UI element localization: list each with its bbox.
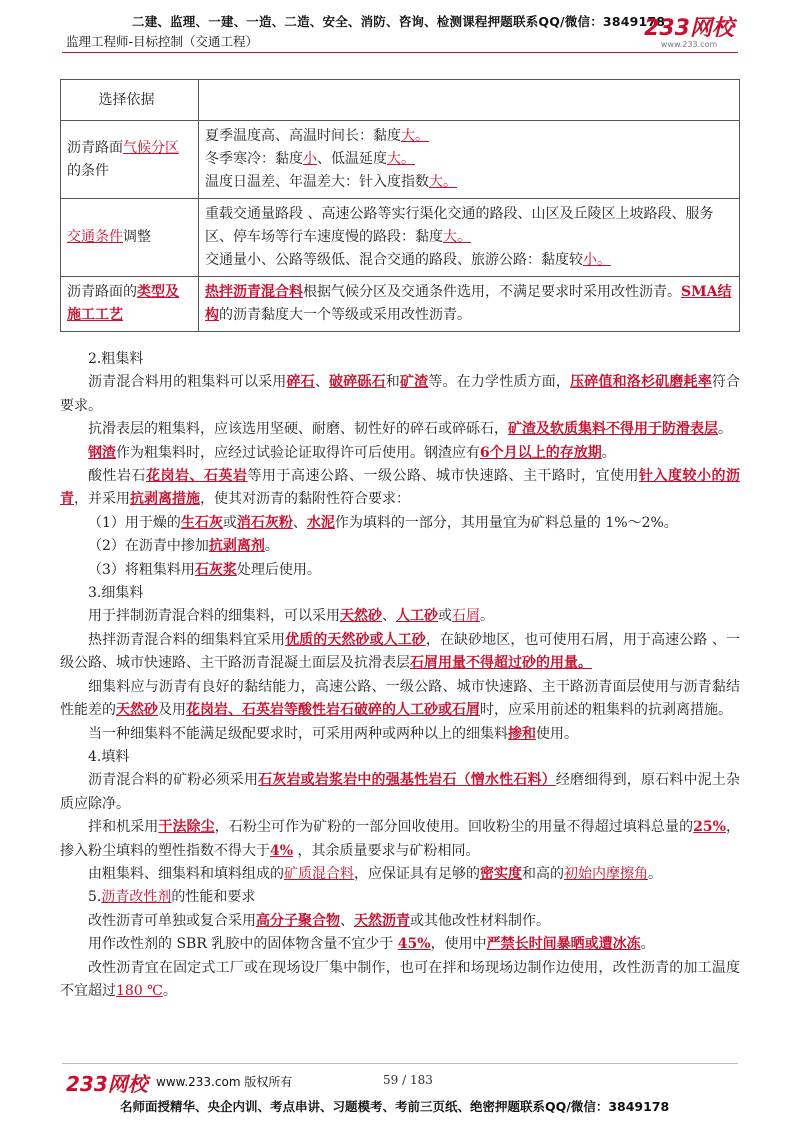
text-run: 温度日温差、年温差大：针入度指数 <box>205 174 429 190</box>
text-run: 改性沥青宜在固定式工厂或在现场设厂集中制作，也可在拌和场现场边制作边使用，改性沥青的加工温度不宜超过 <box>60 959 740 999</box>
text-run: 、低温延度 <box>317 151 387 167</box>
key-term: 石屑 <box>452 608 480 625</box>
section-heading: 4.填料 <box>88 748 130 765</box>
paragraph <box>60 371 740 418</box>
text-run: ，使其对沥青的黏附性符合要求： <box>200 491 410 508</box>
paragraph <box>60 629 740 676</box>
text-run: 当一种细集料不能满足级配要求时，可采用两种或两种以上的细集料 <box>88 725 508 742</box>
footer-site: www.233.com 版权所有 <box>156 1075 293 1089</box>
table-cell-rule <box>199 277 740 332</box>
table-cell-basis <box>61 121 199 199</box>
text-run: 等。在力学性质方面， <box>428 374 571 391</box>
paragraph <box>60 723 740 746</box>
key-term: 花岗岩、石英岩 <box>146 468 248 485</box>
key-term: 180 ℃ <box>116 982 163 999</box>
text-run: 、 <box>292 514 307 531</box>
text-run: 时，应采用前述的粗集料的抗剥离措施。 <box>480 702 732 719</box>
page-number: 59 / 183 <box>383 1073 433 1087</box>
paragraph <box>60 676 740 723</box>
text-run: 5. <box>88 889 102 906</box>
table-row <box>61 277 740 332</box>
key-term: 大。 <box>401 128 429 144</box>
text-run: 符合要求。 <box>60 374 741 414</box>
text-run: ，并采用 <box>74 491 130 508</box>
key-term: 水泥 <box>306 514 335 531</box>
key-term: 沥青改性剂 <box>101 889 172 906</box>
table-row <box>61 199 740 277</box>
text-run: 热拌沥青混合料的细集料宜采用 <box>88 631 286 648</box>
key-term: 45% <box>397 936 431 953</box>
paragraph <box>60 512 740 535</box>
footer-logo: 233网校 <box>66 1072 148 1096</box>
key-term: 掺和 <box>508 725 536 742</box>
text-run: 。 <box>601 444 616 461</box>
table-row <box>61 121 740 199</box>
text-run: 或其他改性材料制作。 <box>410 912 550 929</box>
paragraph <box>60 442 740 465</box>
text-run: 。 <box>264 538 279 555</box>
text-run: 沥青混合料用的粗集料可以采用 <box>88 374 287 391</box>
table-header-cell-empty <box>199 80 740 121</box>
rule-line <box>205 171 733 194</box>
text-run: 等用于高速公路、一级公路、城市快速路、主干路时，宜使用 <box>247 468 639 485</box>
key-term: 石灰岩或岩浆岩中的强基性岩石（憎水性石料） <box>258 772 556 789</box>
rule-line <box>205 249 733 272</box>
logo-text: 233网校 <box>644 16 734 41</box>
paragraph <box>60 910 740 933</box>
text-run: 冬季寒冷：黏度 <box>205 151 303 167</box>
key-term: 小。 <box>583 252 611 268</box>
key-term: SMA结构 <box>205 284 732 323</box>
cell-text: 调整 <box>123 229 151 245</box>
document-body <box>60 348 740 1003</box>
text-run: 酸性岩石 <box>88 468 146 485</box>
key-term: 钢渣 <box>88 444 116 461</box>
table-header-cell: 选择依据 <box>61 80 199 121</box>
text-run: 重载交通量路段 、高速公路等实行渠化交通的路段、山区及丘陵区上坡路段、服务区、停车场等行车速度慢的路段：黏度 <box>205 206 714 245</box>
key-term: 天然砂 <box>340 608 382 625</box>
key-term: 花岗岩、石英岩等酸性岩石破碎的人工砂或石屑 <box>186 702 480 719</box>
text-run: 使用。 <box>536 725 578 742</box>
text-run: 拌和机采用 <box>88 819 159 836</box>
text-run: ，在缺砂地区，也可使用石屑，用于高速公路 、一级公路、城市快速路、主干路沥青混凝土面层及抗滑表层 <box>60 631 741 672</box>
key-term: 4% <box>270 842 294 859</box>
text-run: 的性能和要求 <box>171 889 256 906</box>
text-run: （3）将粗集料用 <box>88 561 195 578</box>
text-run: 作为填料的一部分，其用量宜为矿料总量的 1%～2%。 <box>334 514 678 531</box>
key-term: 消石灰粉 <box>236 514 293 531</box>
key-term: 优质的天然砂或人工砂 <box>285 631 426 648</box>
text-run: 夏季温度高、高温时间长：黏度 <box>205 128 401 144</box>
key-term: 热拌沥青混合料 <box>205 284 303 300</box>
section-heading: 3.细集料 <box>88 585 144 602</box>
text-run: ，石粉尘可作为矿粉的一部分回收使用。回收粉尘的用量不得超过填料总量的 <box>214 819 694 836</box>
rule-line <box>205 125 733 148</box>
paragraph <box>60 605 740 628</box>
paragraph <box>60 559 740 582</box>
key-term: 石屑用量不得超过砂的用量。 <box>410 655 592 672</box>
rule-line <box>205 203 733 249</box>
logo-url: www.233.com <box>660 40 718 49</box>
key-term: 高分子聚合物 <box>256 912 340 929</box>
document-subtitle: 监理工程师-目标控制（交通工程） <box>66 34 259 49</box>
key-term: 压碎值和洛杉矶磨耗率 <box>570 374 712 391</box>
key-term: 抗剥离剂 <box>208 538 265 555</box>
text-run: （2）在沥青中掺加 <box>88 538 209 555</box>
table-cell-rule <box>199 121 740 199</box>
text-run: 、 <box>382 608 396 625</box>
footer-divider <box>62 1063 738 1064</box>
cell-text: 的条件 <box>67 162 109 179</box>
cell-text: 沥青路面 <box>67 139 123 156</box>
key-term: 25% <box>693 819 726 836</box>
text-run: 。 <box>162 982 177 999</box>
header-contact-line: 二建、监理、一建、一造、二造、安全、消防、咨询、检测课程押题联系QQ/微信：3849178 <box>132 14 666 29</box>
key-term: 天然沥青 <box>354 912 410 929</box>
key-term: 石灰浆 <box>194 561 237 578</box>
key-term: 小 <box>303 151 317 167</box>
cell-key-term: 气候分区 <box>123 139 179 156</box>
text-run: 处理后使用。 <box>236 561 321 578</box>
text-run: 用于拌制沥青混合料的细集料，可以采用 <box>88 608 340 625</box>
paragraph <box>60 933 740 956</box>
text-run: 沥青混合料的矿粉必须采用 <box>88 772 259 789</box>
rule-line <box>205 148 733 171</box>
text-run: 改性沥青可单独或复合采用 <box>88 912 256 929</box>
text-run: 、 <box>340 912 354 929</box>
key-term: 抗剥离措施 <box>130 491 200 508</box>
key-term: 大。 <box>387 151 415 167</box>
text-run: 经磨细得到，原石料中泥土杂质应除净。 <box>60 772 741 812</box>
text-run: 用作改性剂的 SBR 乳胶中的固体物含量不宜少于 <box>88 936 398 953</box>
key-term: 严禁长时间暴晒或遭冰冻 <box>486 936 641 953</box>
text-run: 及用 <box>158 702 186 719</box>
key-term: 矿渣及软质集料不得用于防滑表层 <box>508 421 718 438</box>
key-term: 生石灰 <box>180 514 223 531</box>
key-term: 矿渣 <box>399 374 429 391</box>
text-run: 。 <box>648 865 662 882</box>
cell-key-term: 类型及施工工艺 <box>67 284 179 323</box>
paragraph <box>60 957 740 1004</box>
paragraph <box>60 769 740 816</box>
text-run: 交通量小、公路等级低、混合交通的路段、旅游公路：黏度较 <box>205 252 583 268</box>
text-run: 抗滑表层的粗集料，应该选用坚硬、耐磨、韧性好的碎石或碎砾石， <box>88 421 508 438</box>
key-term: 碎石 <box>286 374 315 391</box>
key-term: 初始内摩擦角 <box>564 865 648 882</box>
text-run: 、 <box>314 374 330 391</box>
key-term: 针入度较小的沥青 <box>60 468 740 508</box>
paragraph <box>60 816 740 863</box>
text-run: 的沥青黏度大一个等级或采用改性沥青。 <box>219 307 471 323</box>
cell-text: 沥青路面的 <box>67 284 137 300</box>
paragraph <box>60 535 740 558</box>
key-term: 大。 <box>429 174 457 190</box>
text-run: 细集料应与沥青有良好的黏结能力，高速公路、一级公路、城市快速路、主干路沥青面层使用与沥青黏结性能差的 <box>60 678 740 719</box>
text-run: 和 <box>385 374 400 391</box>
key-term: 人工砂 <box>396 608 438 625</box>
section-heading <box>60 886 740 909</box>
brand-logo <box>644 18 734 49</box>
text-run: 。 <box>718 421 732 438</box>
text-run: 作为粗集料时，应经过试验论证取得许可后使用。钢渣应有 <box>116 444 480 461</box>
section-heading: 2.粗集料 <box>88 351 144 367</box>
text-run: 或 <box>222 514 237 531</box>
key-term: 密实度 <box>480 865 522 882</box>
header-divider <box>62 52 738 53</box>
key-term: 干法除尘 <box>158 819 215 836</box>
text-run: 和高的 <box>522 865 564 882</box>
table-header-row <box>61 80 740 121</box>
paragraph <box>60 863 740 886</box>
paragraph <box>60 465 740 512</box>
footer-contact-line: 名师面授精华、央企内训、考点串讲、习题模考、考前三页纸、绝密押题联系QQ/微信：3849178 <box>120 1099 670 1114</box>
text-run: 。 <box>640 936 655 953</box>
text-run: ，应保证具有足够的 <box>354 865 480 882</box>
text-run: （1）用于燥的 <box>88 514 181 531</box>
key-term: 大。 <box>443 229 471 245</box>
table-cell-rule <box>199 199 740 277</box>
table-cell-basis <box>61 277 199 332</box>
text-run: ，使用中 <box>430 936 487 953</box>
key-term: 矿质混合料 <box>284 865 354 882</box>
paragraph <box>60 418 740 441</box>
rule-line <box>205 281 733 327</box>
text-run: 或 <box>438 608 452 625</box>
text-run: 根据气候分区及交通条件选用，不满足要求时采用改性沥青。 <box>303 284 681 300</box>
text-run: 。 <box>480 608 494 625</box>
text-run: ，其余质量要求与矿粉相同。 <box>293 842 480 859</box>
key-term: 天然砂 <box>116 702 158 719</box>
text-run: 由粗集料、细集料和填料组成的 <box>88 865 284 882</box>
key-term: 6个月以上的存放期 <box>480 444 602 461</box>
table-cell-basis <box>61 199 199 277</box>
selection-criteria-table <box>60 79 740 332</box>
key-term: 破碎砾石 <box>329 374 386 391</box>
cell-key-term: 交通条件 <box>67 229 123 245</box>
text-run: ，掺入粉尘填料的塑性指数不得大于 <box>60 819 741 859</box>
